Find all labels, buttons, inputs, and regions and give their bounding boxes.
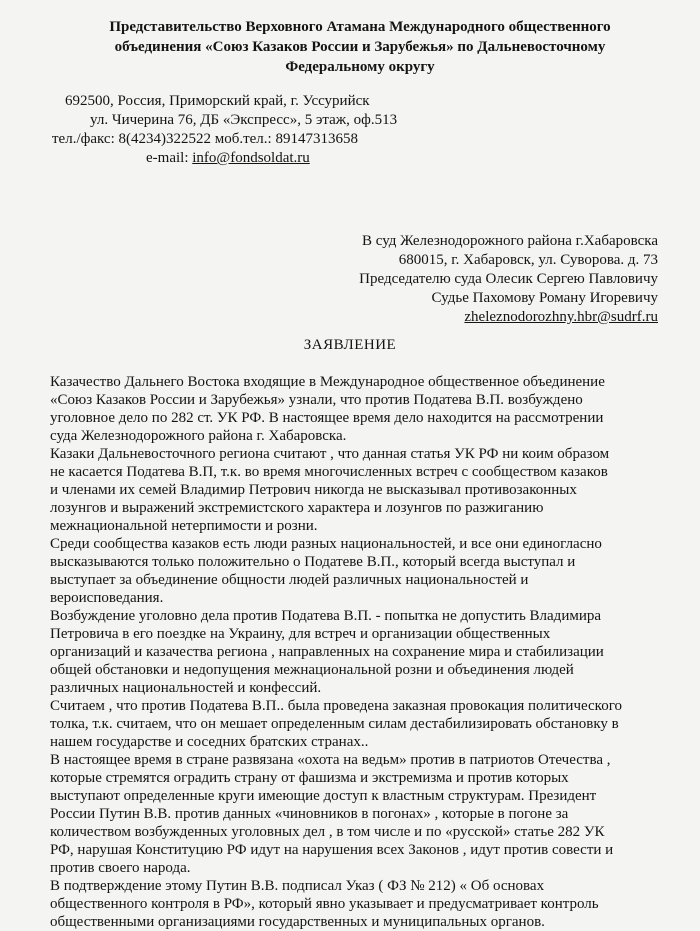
- body-line: количеством возбужденных уголовных дел , в том числе и по «русской» статье 282 УК: [50, 824, 605, 840]
- body-line: межнациональной нетерпимости и розни.: [50, 518, 318, 534]
- body-line: суда Железнодорожного района г. Хабаровска.: [50, 428, 347, 444]
- body-line: которые стремятся оградить страну от фашизма и экстремизма и против которых: [50, 770, 569, 786]
- body-line: «Союз Казаков России и Зарубежья» узнали, что против Податева В.П. возбуждено: [50, 392, 583, 408]
- addressee-court: В суд Железнодорожного района г.Хабаровска: [362, 233, 658, 249]
- email-label: e-mail:: [146, 150, 193, 166]
- addressee-address: 680015, г. Хабаровск, ул. Суворова. д. 73: [398, 252, 658, 268]
- body-line: В подтверждение этому Путин В.В. подписал Указ ( ФЗ № 212) « Об основах: [50, 878, 545, 894]
- sender-address-line-1: 692500, Россия, Приморский край, г. Уссурийск: [65, 93, 370, 109]
- header-line: объединения «Союз Казаков России и Зарубежья» по Дальневосточному: [114, 39, 606, 55]
- body-line: Считаем , что против Податева В.П.. была проведена заказная провокация политического: [50, 698, 622, 714]
- body-line: общей обстановки и недопущения межнациональной розни и объединения людей: [50, 662, 574, 678]
- body-line: Возбуждение уголовно дела против Податева В.П. - попытка не допустить Владимира: [50, 608, 602, 624]
- body-line: выступает за объединение общности людей различных национальностей и: [50, 572, 529, 588]
- body-line: организаций и казачества региона , направленных на сохранение мира и стабилизации: [50, 644, 604, 660]
- body-line: лозунгов и выражений экстремистского характера и лозунгов по разжиганию: [50, 500, 544, 516]
- document-body: [50, 373, 660, 931]
- header-line: Федеральному округу: [285, 59, 435, 75]
- body-line: Петровича в его поездке на Украину, для встреч и организации общественных: [50, 626, 551, 642]
- body-line: Казачество Дальнего Востока входящие в Международное общественное объединение: [50, 374, 605, 390]
- addressee-chairman: Председателю суда Олесик Сергею Павловичу: [359, 271, 658, 287]
- body-line: Среди сообщества казаков есть люди разных национальностей, и все они единогласно: [50, 536, 602, 552]
- sender-email-line: [146, 149, 310, 168]
- body-line: толка, т.к. считаем, что он мешает определенным силам дестабилизировать обстановку в: [50, 716, 619, 732]
- addressee-email-link[interactable]: zheleznodorozhny.hbr@sudrf.ru: [464, 309, 658, 325]
- body-line: не касается Податева В.П, т.к. во время многочисленных встреч с сообществом казаков: [50, 464, 608, 480]
- sender-address-line-2: ул. Чичерина 76, ДБ «Экспресс», 5 этаж, оф.513: [90, 112, 398, 128]
- body-line: РФ, нарушая Конституцию РФ идут на нарушения всех Законов , идут против совести и: [50, 842, 614, 858]
- body-line: общественными организациями государственных и муниципальных органов.: [50, 914, 545, 930]
- body-line: В настоящее время в стране развязана «охота на ведьм» против в патриотов Отечества ,: [50, 752, 611, 768]
- body-line: вероисповедания.: [50, 590, 164, 606]
- body-line: Казаки Дальневосточного региона считают , что данная статья УК РФ ни коим образом: [50, 446, 610, 462]
- body-line: и членами их семей Владимир Петрович никогда не высказывал противозаконных: [50, 482, 577, 498]
- body-line: различных национальностей и конфессий.: [50, 680, 322, 696]
- header-line: Представительство Верховного Атамана Международного общественного: [109, 19, 611, 35]
- addressee-block: [359, 232, 658, 327]
- document-title: ЗАЯВЛЕНИЕ: [303, 337, 397, 353]
- body-line: общественного контроля в РФ», который явно указывает и предусматривает контроль: [50, 896, 599, 912]
- sender-phone-line: тел./факс: 8(4234)322522 моб.тел.: 89147313658: [52, 131, 358, 147]
- body-line: выступают определенные круги имеющие доступ к властным структурам. Президент: [50, 788, 597, 804]
- sender-email-link[interactable]: info@fondsoldat.ru: [192, 150, 310, 166]
- body-line: против своего народа.: [50, 860, 191, 876]
- body-line: высказываются только положительно о Податеве В.П., который всегда выступал и: [50, 554, 576, 570]
- body-line: уголовное дело по 282 ст. УК РФ. В настоящее время дело находится на рассмотрении: [50, 410, 604, 426]
- body-line: России Путин В.В. против данных «чиновников в погонах» , которые в погоне за: [50, 806, 569, 822]
- body-line: нашем государстве и соседних братских странах..: [50, 734, 369, 750]
- organization-header: [80, 17, 640, 77]
- addressee-judge: Судье Пахомову Роману Игоревичу: [431, 290, 658, 306]
